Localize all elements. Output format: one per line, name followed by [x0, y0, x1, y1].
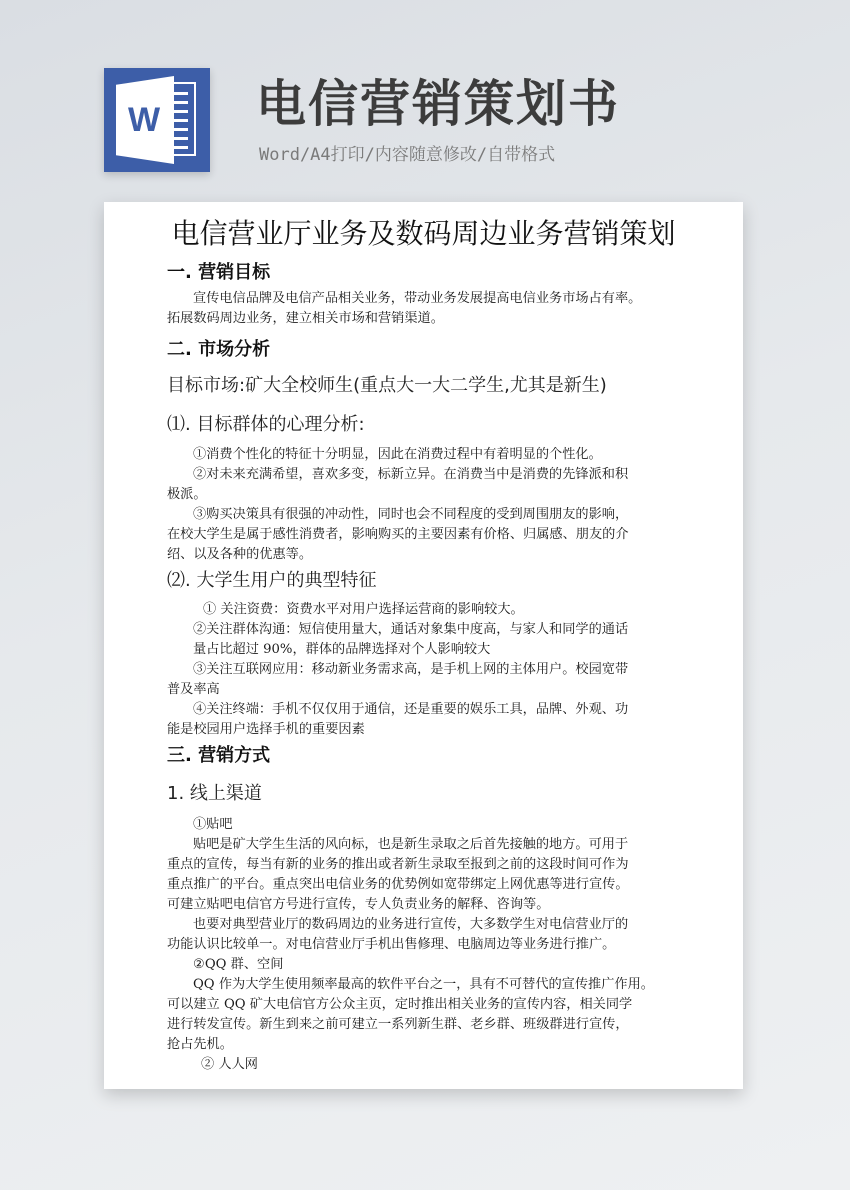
paragraph-line: ②关注群体沟通：短信使用量大，通话对象集中度高，与家人和同学的通话 — [193, 622, 629, 637]
paragraph-line: ②对未来充满希望，喜欢多变，标新立异。在消费当中是消费的先锋派和积 — [193, 467, 629, 482]
paragraph-line: 可以建立 QQ 矿大电信官方公众主页，定时推出相关业务的宣传内容，相关同学 — [167, 997, 633, 1012]
paragraph-line: ④关注终端：手机不仅仅用于通信，还是重要的娱乐工具，品牌、外观、功 — [193, 702, 629, 717]
paragraph-line: 贴吧是矿大学生生活的风向标，也是新生录取之后首先接触的地方。可用于 — [193, 837, 629, 852]
paragraph-line: 在校大学生是属于感性消费者，影响购买的主要因素有价格、归属感、朋友的介 — [167, 527, 629, 542]
paragraph-line: 能是校园用户选择手机的重要因素 — [167, 722, 365, 737]
paragraph-line: 也要对典型营业厅的数码周边的业务进行宣传，大多数学生对电信营业厅的 — [193, 917, 629, 932]
paragraph-line: ② 人人网 — [201, 1057, 258, 1072]
paragraph-line: 重点的宣传，每当有新的业务的推出或者新生录取至报到之前的这段时间可作为 — [167, 857, 629, 872]
paragraph-line: QQ 作为大学生使用频率最高的软件平台之一，具有不可替代的宣传推广作用。 — [193, 977, 654, 992]
section-heading-marketing-methods: 三. 营销方式 — [167, 745, 271, 766]
paragraph-line: ③关注互联网应用：移动新业务需求高，是手机上网的主体用户。校园宽带 — [193, 662, 629, 677]
document-title: 电信营业厅业务及数码周边业务营销策划 — [171, 218, 676, 249]
subsection-heading-online-channels: 1. 线上渠道 — [167, 783, 262, 804]
paragraph-line: 进行转发宣传。新生到来之前可建立一系列新生群、老乡群、班级群进行宣传， — [167, 1017, 629, 1032]
subsection-heading-psychology: ⑴. 目标群体的心理分析: — [167, 414, 365, 435]
paragraph-line: 可建立贴吧电信官方号进行宣传，专人负责业务的解释、咨询等。 — [167, 897, 550, 912]
paragraph-line: 抢占先机。 — [167, 1037, 233, 1052]
paragraph-line: ①消费个性化的特征十分明显，因此在消费过程中有着明显的个性化。 — [193, 447, 602, 462]
section-heading-market-analysis: 二. 市场分析 — [167, 339, 271, 360]
paragraph-line: 量占比超过 90%，群体的品牌选择对个人影响较大 — [193, 642, 491, 657]
paragraph-line: 宣传电信品牌及电信产品相关业务，带动业务发展提高电信业务市场占有率。 — [193, 291, 642, 306]
paragraph-line: ①贴吧 — [193, 817, 233, 832]
paragraph-line: 普及率高 — [167, 682, 220, 697]
paragraph-line: ① 关注资费：资费水平对用户选择运营商的影响较大。 — [203, 602, 524, 617]
word-document-icon — [104, 68, 210, 172]
header — [0, 0, 850, 200]
paragraph-line: 拓展数码周边业务，建立相关市场和营销渠道。 — [167, 311, 444, 326]
paragraph-line: 重点推广的平台。重点突出电信业务的优势例如宽带绑定上网优惠等进行宣传。 — [167, 877, 629, 892]
subsection-heading-typical-features: ⑵. 大学生用户的典型特征 — [167, 570, 377, 591]
paragraph-line: 极派。 — [167, 487, 207, 502]
document-page — [104, 202, 743, 1089]
section-heading-marketing-goals: 一. 营销目标 — [167, 262, 271, 283]
paragraph-line: 功能认识比较单一。对电信营业厅手机出售修理、电脑周边等业务进行推广。 — [167, 937, 616, 952]
paragraph-line: ③购买决策具有很强的冲动性，同时也会不同程度的受到周围朋友的影响， — [193, 507, 629, 522]
page-subtitle: Word/A4打印/内容随意修改/自带格式 — [259, 145, 556, 165]
paragraph-line: ②QQ 群、空间 — [193, 957, 284, 972]
word-letter: W — [127, 101, 161, 139]
page-title: 电信营销策划书 — [256, 75, 620, 133]
target-market-line: 目标市场:矿大全校师生(重点大一大二学生,尤其是新生) — [167, 375, 607, 396]
paragraph-line: 绍、以及各种的优惠等。 — [167, 547, 313, 562]
